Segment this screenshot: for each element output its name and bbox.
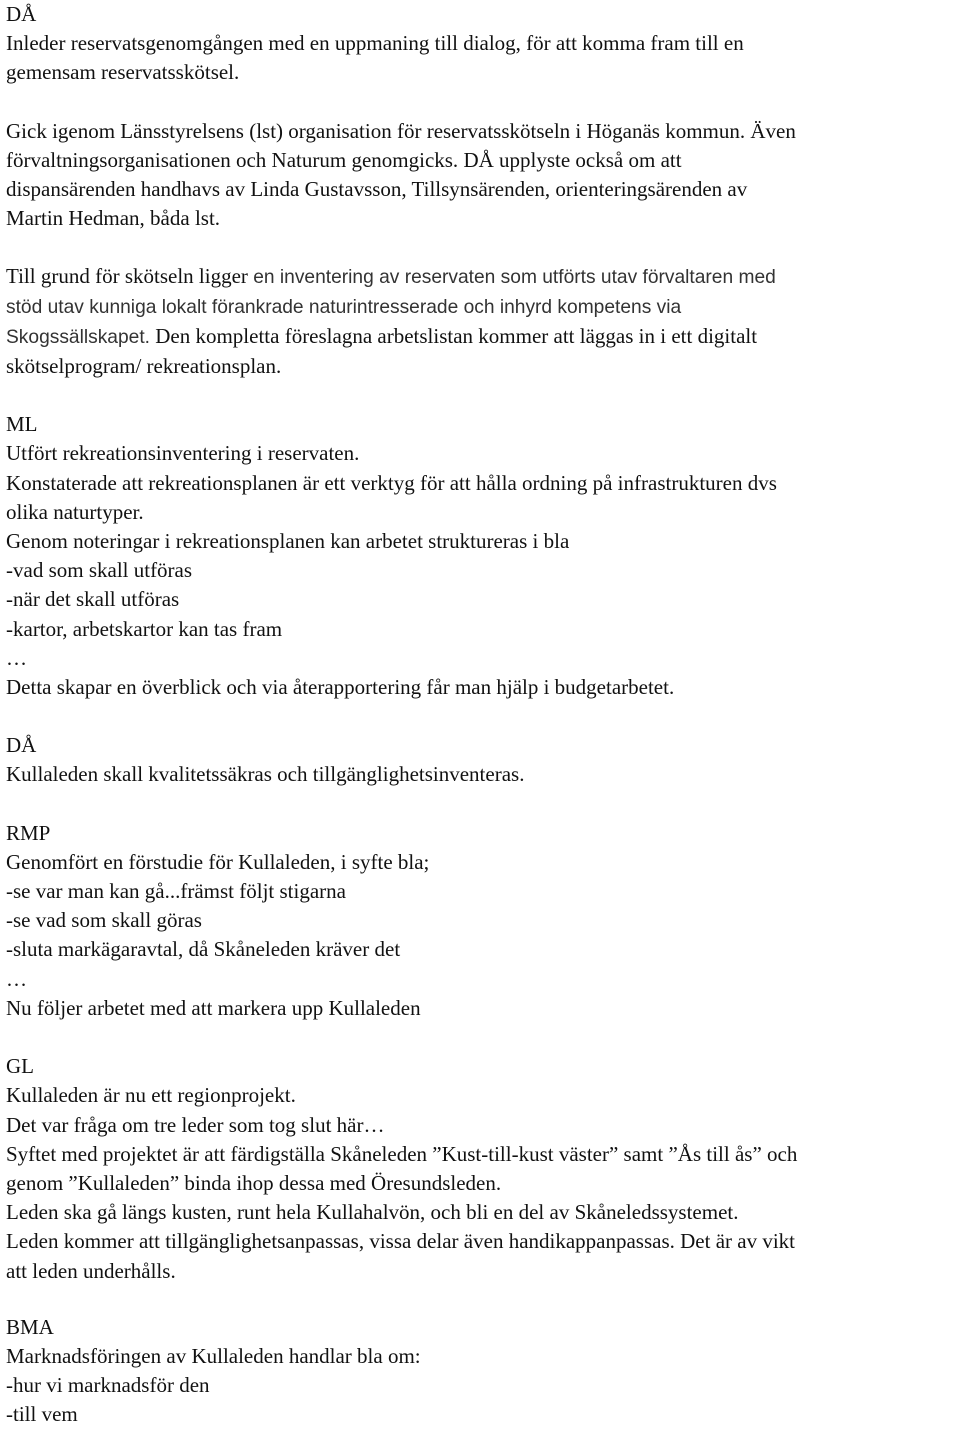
text-fragment-sans: en inventering av reservaten som utförts utav förvaltaren med [247, 267, 776, 289]
text-line: skötselprogram/ rekreationsplan. [6, 354, 282, 379]
text-line: Genomfört en förstudie för Kullaleden, i syfte bla; [6, 849, 430, 874]
ellipsis: … [6, 966, 27, 991]
section-lst-organisation [6, 117, 956, 234]
text-line: Leden ska gå längs kusten, runt hela Kullahalvön, och bli en del av Skåneledssystemet. [6, 1200, 739, 1225]
text-line: Leden kommer att tillgänglighetsanpassas, vissa delar även handikappanpassas. Det är av vikt [6, 1229, 796, 1254]
list-item: -vad som skall utföras [6, 558, 193, 583]
text-line: Utfört rekreationsinventering i reservaten. [6, 441, 360, 466]
text-line: gemensam reservatsskötsel. [6, 60, 240, 85]
list-item: -se var man kan gå...främst följt stigarna [6, 879, 346, 904]
section-da-intro [6, 0, 956, 88]
text-line: Detta skapar en överblick och via återapportering får man hjälp i budgetarbetet. [6, 675, 675, 700]
list-item: -hur vi marknadsför den [6, 1373, 210, 1398]
list-item: -när det skall utföras [6, 587, 180, 612]
speaker-label: DÅ [6, 2, 37, 26]
text-line-sans: stöd utav kunniga lokalt förankrade naturintresserade och inhyrd kompetens via [6, 296, 682, 318]
text-line: genom ”Kullaleden” binda ihop dessa med Öresundsleden. [6, 1170, 502, 1195]
text-line: dispansärenden handhavs av Linda Gustavsson, Tillsynsärenden, orienteringsärenden av [6, 177, 748, 202]
text-line [6, 146, 956, 175]
document-page [6, 0, 956, 1430]
text-fragment: DÅ upplyste också om att [458, 147, 682, 172]
list-item: -sluta markägaravtal, då Skåneleden kräver det [6, 937, 401, 962]
text-line: Gick igenom Länsstyrelsens (lst) organisation för reservatsskötseln i Höganäs kommun. Även [6, 118, 796, 143]
list-item: -kartor, arbetskartor kan tas fram [6, 616, 283, 641]
speaker-label: DÅ [6, 733, 37, 758]
section-ml [6, 410, 956, 702]
text-line: Konstaterade att rekreationsplanen är ett verktyg för att hålla ordning på infrastrukturen dvs [6, 470, 777, 495]
section-bma [6, 1313, 956, 1430]
ellipsis: … [6, 645, 27, 670]
section-rmp [6, 819, 956, 1023]
speaker-label: ML [6, 412, 38, 437]
text-fragment: Den kompletta föreslagna arbetslistan kommer att läggas in i ett digitalt [149, 323, 758, 348]
speaker-label: GL [6, 1054, 34, 1079]
list-item: -se vad som skall göras [6, 908, 202, 933]
text-line [6, 262, 956, 292]
text-line: Marknadsföringen av Kullaleden handlar bla om: [6, 1343, 421, 1368]
text-line: Nu följer arbetet med att markera upp Kullaleden [6, 995, 421, 1020]
text-fragment-sans: Skogssällskapet. [6, 326, 150, 348]
section-skotsel-grund [6, 262, 956, 381]
text-line: Kullaleden är nu ett regionprojekt. [6, 1083, 296, 1108]
text-line: olika naturtyper. [6, 499, 144, 524]
text-line: Syftet med projektet är att färdigställa Skåneleden ”Kust-till-kust väster” samt ”Ås till ås” och [6, 1141, 798, 1166]
text-line [6, 322, 956, 352]
text-line: Det var fråga om tre leder som tog slut här… [6, 1112, 385, 1137]
speaker-label: BMA [6, 1314, 54, 1339]
list-item: -till vem [6, 1402, 78, 1427]
text-fragment: förvaltningsorganisationen och Naturum genomgicks. [6, 147, 459, 172]
text-fragment: Till grund för skötseln ligger [6, 264, 248, 289]
text-line: Kullaleden skall kvalitetssäkras och tillgänglighetsinventeras. [6, 762, 525, 787]
text-line: Inleder reservatsgenomgången med en uppmaning till dialog, för att komma fram till en [6, 31, 744, 56]
text-line: att leden underhålls. [6, 1258, 176, 1283]
text-line: Genom noteringar i rekreationsplanen kan arbetet struktureras i bla [6, 529, 570, 554]
text-line: Martin Hedman, båda lst. [6, 206, 221, 231]
section-da-kullaleden [6, 731, 956, 789]
speaker-label: RMP [6, 820, 51, 845]
section-gl [6, 1052, 956, 1286]
